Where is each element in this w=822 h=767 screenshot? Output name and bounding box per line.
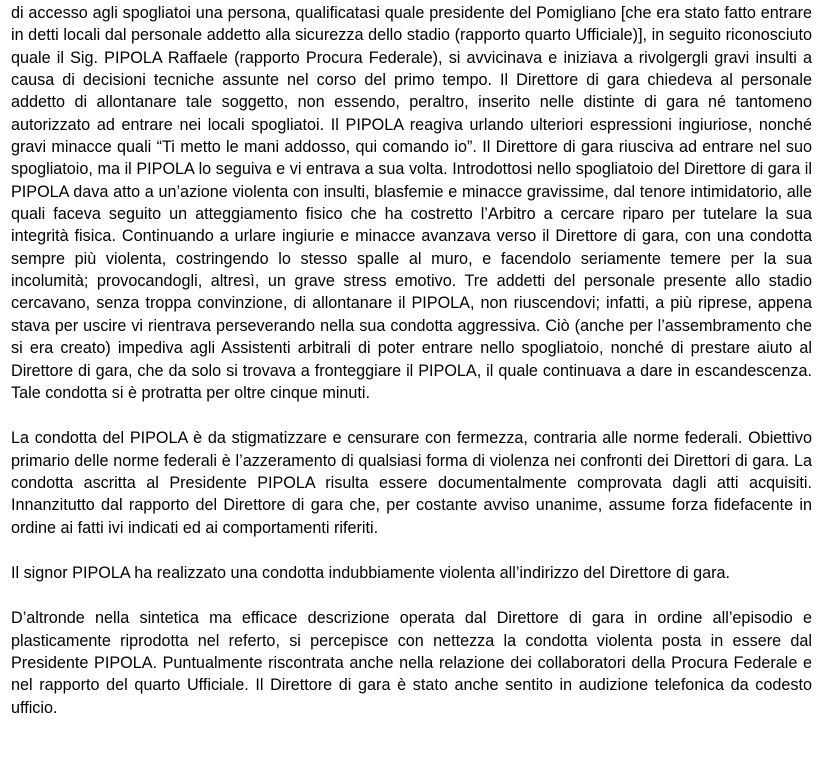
paragraph-incident-account: di accesso agli spogliatoi una persona, qualificatasi quale presidente del Pomigliano [che era stato fatto entrare in detti locali dal personale addetto alla sicurezza dello stadio (rapporto quarto Ufficiale)], in seguito riconosciuto quale il Sig. PIPOLA Raffaele (rapporto Procura Federale), si avvicinava e iniziava a rivolgergli gravi insulti a causa di decisioni tecniche assunte nel corso del primo tempo. Il Direttore di gara chiedeva al personale addetto di allontanare tale soggetto, non essendo, peraltro, inserito nelle distinte di gara né tantomeno autorizzato ad entrare nei locali spogliatoi. Il PIPOLA reagiva urlando ulteriori espressioni ingiuriose, nonché gravi minacce quali “Ti metto le mani addosso, qui comando io”. Il Direttore di gara riusciva ad entrare nel suo spogliatoio, ma il PIPOLA lo seguiva e vi entrava a sua volta. Introdottosi nello spogliatoio del Direttore di gara il PIPOLA dava atto a un’azione violenta con insulti, blasfemie e minacce gravissime, dal tenore intimidatorio, alle quali faceva seguito un atteggiamento fisico che ha costretto l’Arbitro a cercare riparo per tutelare la sua integrità fisica. Continuando a urlare ingiurie e minacce avanzava verso il Direttore di gara, con una condotta sempre più violenta, costringendo lo stesso spalle al muro, e facendolo seriamente temere per la sua incolumità; provocandogli, altresì, un grave stress emotivo. Tre addetti del personale presente allo stadio cercavano, senza troppa convinzione, di allontanare il PIPOLA, non riuscendovi; infatti, a più riprese, appena stava per uscire vi rientrava perseverando nella sua condotta aggressiva. Ciò (anche per l’assembramento che si era creato) impediva agli Assistenti arbitrali di poter entrare nello spogliatoio, nonché di prestare aiuto al Direttore di gara, che da solo si trovava a fronteggiare il PIPOLA, il quale continuava a dare in escandescenza. Tale condotta si è protratta per oltre cinque minuti.: [11, 4, 812, 402]
paragraph-violent-conduct: Il signor PIPOLA ha realizzato una condotta indubbiamente violenta all’indirizzo del Direttore di gara.: [11, 563, 730, 582]
paragraph-referee-report: D’altronde nella sintetica ma efficace descrizione operata dal Direttore di gara in ordine all’episodio e plasticamente riprodotta nel referto, si percepisce con nettezza la condotta violenta posta in essere dal Presidente PIPOLA. Puntualmente riscontrata anche nella relazione dei collaboratori della Procura Federale e nel rapporto del quarto Ufficiale. Il Direttore di gara è stato anche sentito in audizione telefonica da codesto ufficio.: [11, 609, 812, 717]
paragraph-conduct-assessment: La condotta del PIPOLA è da stigmatizzare e censurare con fermezza, contraria alle norme federali. Obiettivo primario delle norme federali è l’azzeramento di qualsiasi forma di violenza nei confronti dei Direttori di gara. La condotta ascritta al Presidente PIPOLA risulta essere documentalmente comprovata dagli atti acquisiti. Innanzitutto dal rapporto del Direttore di gara che, per costante avviso unanime, assume forza fidefacente in ordine ai fatti ivi indicati ed ai comportamenti riferiti.: [11, 429, 812, 537]
